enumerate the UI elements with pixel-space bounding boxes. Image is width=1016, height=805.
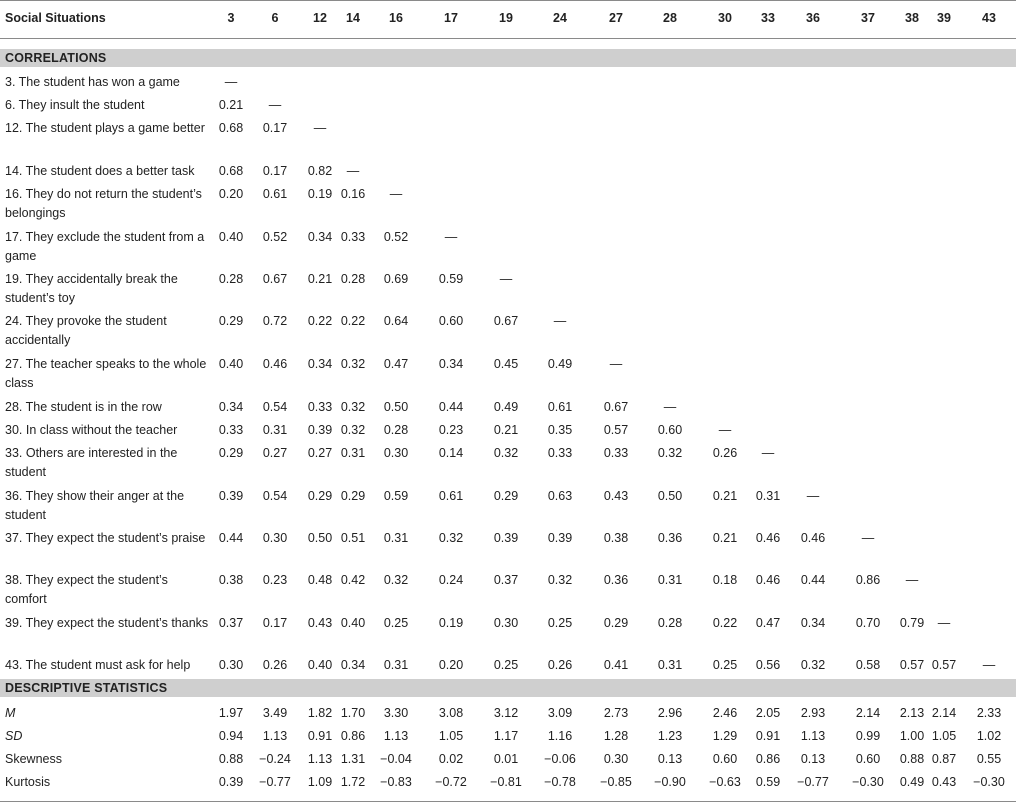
header-rule: [0, 38, 1016, 39]
correlation-cell: 0.29: [218, 446, 244, 460]
correlation-cell: 0.17: [262, 164, 288, 178]
row-label: 39. They expect the student’s thanks: [5, 616, 209, 630]
diagonal-dash: —: [861, 531, 875, 545]
statistic-cell: 2.14: [931, 706, 957, 720]
statistic-cell: 1.13: [800, 729, 826, 743]
correlation-cell: 0.17: [262, 121, 288, 135]
correlation-cell: 0.33: [603, 446, 629, 460]
correlation-cell: 0.34: [438, 357, 464, 371]
statistic-cell: 1.17: [493, 729, 519, 743]
correlation-cell: 0.21: [218, 98, 244, 112]
diagonal-dash: —: [224, 75, 238, 89]
correlation-cell: 0.59: [383, 489, 409, 503]
column-header: 39: [937, 11, 951, 25]
statistic-cell: 3.30: [383, 706, 409, 720]
correlation-cell: 0.31: [340, 446, 366, 460]
correlation-cell: 0.61: [262, 187, 288, 201]
correlation-cell: 0.25: [493, 658, 519, 672]
correlation-cell: 0.28: [383, 423, 409, 437]
statistic-cell: 0.02: [438, 752, 464, 766]
correlation-cell: 0.27: [262, 446, 288, 460]
column-header: 14: [346, 11, 360, 25]
correlation-cell: 0.19: [307, 187, 333, 201]
row-label: 17. They exclude the student from a game: [5, 230, 205, 263]
correlation-cell: 0.24: [438, 573, 464, 587]
correlation-cell: 0.35: [547, 423, 573, 437]
row-label: 3. The student has won a game: [5, 75, 180, 89]
correlation-cell: 0.67: [603, 400, 629, 414]
correlation-cell: 0.19: [438, 616, 464, 630]
correlation-cell: 0.23: [262, 573, 288, 587]
correlation-cell: 0.30: [493, 616, 519, 630]
statistic-cell: 0.91: [307, 729, 333, 743]
statistic-cell: 2.14: [855, 706, 881, 720]
column-header: 3: [227, 11, 235, 25]
correlation-cell: 0.20: [438, 658, 464, 672]
correlation-cell: 0.68: [218, 164, 244, 178]
correlation-cell: 0.28: [218, 272, 244, 286]
statistic-cell: 0.91: [755, 729, 781, 743]
correlation-cell: 0.21: [307, 272, 333, 286]
correlation-cell: 0.18: [712, 573, 738, 587]
correlation-cell: 0.37: [493, 573, 519, 587]
statistic-cell: −0.85: [600, 775, 632, 789]
correlation-cell: 0.31: [755, 489, 781, 503]
row-label: 14. The student does a better task: [5, 164, 195, 178]
column-header: 17: [444, 11, 458, 25]
row-label: 6. They insult the student: [5, 98, 145, 112]
correlation-cell: 0.31: [657, 573, 683, 587]
correlation-cell: 0.21: [712, 531, 738, 545]
column-header: 33: [761, 11, 775, 25]
correlation-cell: 0.32: [493, 446, 519, 460]
statistic-cell: 0.13: [800, 752, 826, 766]
statistic-cell: 0.60: [712, 752, 738, 766]
correlation-cell: 0.38: [603, 531, 629, 545]
correlation-cell: 0.33: [340, 230, 366, 244]
statistic-cell: 1.70: [340, 706, 366, 720]
correlation-cell: 0.39: [218, 489, 244, 503]
correlation-cell: 0.26: [262, 658, 288, 672]
statistic-cell: −0.77: [259, 775, 291, 789]
correlation-cell: 0.29: [493, 489, 519, 503]
statistic-cell: −0.77: [797, 775, 829, 789]
statistic-cell: 2.13: [899, 706, 925, 720]
correlation-cell: 0.39: [493, 531, 519, 545]
statistic-cell: 1.13: [383, 729, 409, 743]
row-label: 24. They provoke the student accidentally: [5, 314, 167, 347]
correlation-cell: 0.33: [218, 423, 244, 437]
statistic-cell: 1.02: [976, 729, 1002, 743]
correlation-cell: 0.25: [712, 658, 738, 672]
correlation-cell: 0.50: [383, 400, 409, 414]
statistic-cell: 1.23: [657, 729, 683, 743]
statistic-cell: −0.81: [490, 775, 522, 789]
correlation-cell: 0.34: [307, 230, 333, 244]
correlation-cell: 0.38: [218, 573, 244, 587]
column-header: 43: [982, 11, 996, 25]
statistic-cell: 2.73: [603, 706, 629, 720]
statistic-cell: −0.30: [852, 775, 884, 789]
column-header: 16: [389, 11, 403, 25]
column-header: 30: [718, 11, 732, 25]
correlation-cell: 0.50: [657, 489, 683, 503]
correlation-cell: 0.32: [800, 658, 826, 672]
row-label: Kurtosis: [5, 775, 51, 789]
correlation-cell: 0.44: [800, 573, 826, 587]
correlation-cell: 0.49: [493, 400, 519, 414]
correlation-cell: 0.29: [307, 489, 333, 503]
correlation-cell: 0.68: [218, 121, 244, 135]
diagonal-dash: —: [905, 573, 919, 587]
correlation-cell: 0.30: [218, 658, 244, 672]
column-header: 37: [861, 11, 875, 25]
correlation-cell: 0.48: [307, 573, 333, 587]
correlation-cell: 0.42: [340, 573, 366, 587]
diagonal-dash: —: [761, 446, 775, 460]
correlation-cell: 0.31: [657, 658, 683, 672]
correlation-cell: 0.29: [603, 616, 629, 630]
statistic-cell: 0.30: [603, 752, 629, 766]
correlation-cell: 0.40: [218, 357, 244, 371]
correlation-cell: 0.54: [262, 400, 288, 414]
correlation-cell: 0.47: [383, 357, 409, 371]
correlation-cell: 0.22: [340, 314, 366, 328]
header-corner-label: Social Situations: [5, 11, 106, 25]
correlation-cell: 0.28: [340, 272, 366, 286]
correlation-cell: 0.44: [438, 400, 464, 414]
correlation-cell: 0.67: [262, 272, 288, 286]
correlation-cell: 0.36: [657, 531, 683, 545]
correlation-cell: 0.69: [383, 272, 409, 286]
statistic-cell: 0.01: [493, 752, 519, 766]
correlation-cell: 0.46: [755, 573, 781, 587]
correlation-cell: 0.40: [218, 230, 244, 244]
correlation-cell: 0.44: [218, 531, 244, 545]
correlation-cell: 0.63: [547, 489, 573, 503]
statistic-cell: −0.72: [435, 775, 467, 789]
statistic-cell: −0.30: [973, 775, 1005, 789]
correlation-cell: 0.60: [657, 423, 683, 437]
correlation-cell: 0.59: [438, 272, 464, 286]
correlation-cell: 0.46: [755, 531, 781, 545]
correlation-cell: 0.33: [547, 446, 573, 460]
correlation-cell: 0.22: [712, 616, 738, 630]
statistic-cell: 3.12: [493, 706, 519, 720]
statistic-cell: −0.78: [544, 775, 576, 789]
statistic-cell: 0.86: [340, 729, 366, 743]
column-header: 38: [905, 11, 919, 25]
correlation-cell: 0.57: [603, 423, 629, 437]
correlation-cell: 0.46: [262, 357, 288, 371]
row-label: 37. They expect the student’s praise: [5, 531, 206, 545]
correlation-cell: 0.61: [438, 489, 464, 503]
correlation-cell: 0.37: [218, 616, 244, 630]
row-label: 16. They do not return the student’s belongings: [5, 187, 202, 220]
correlation-cell: 0.17: [262, 616, 288, 630]
correlation-cell: 0.45: [493, 357, 519, 371]
correlation-cell: 0.32: [340, 423, 366, 437]
correlation-cell: 0.39: [547, 531, 573, 545]
correlation-cell: 0.21: [712, 489, 738, 503]
statistic-cell: 0.60: [855, 752, 881, 766]
column-header: 19: [499, 11, 513, 25]
correlation-cell: 0.16: [340, 187, 366, 201]
correlation-cell: 0.79: [899, 616, 925, 630]
statistic-cell: 1.13: [307, 752, 333, 766]
statistic-cell: 1.13: [262, 729, 288, 743]
statistic-cell: 1.05: [931, 729, 957, 743]
correlation-cell: 0.29: [218, 314, 244, 328]
diagonal-dash: —: [718, 423, 732, 437]
correlation-cell: 0.32: [438, 531, 464, 545]
diagonal-dash: —: [268, 98, 282, 112]
correlation-cell: 0.32: [340, 357, 366, 371]
correlation-cell: 0.31: [383, 658, 409, 672]
correlation-cell: 0.61: [547, 400, 573, 414]
correlation-cell: 0.31: [262, 423, 288, 437]
correlation-cell: 0.36: [603, 573, 629, 587]
statistic-cell: 0.94: [218, 729, 244, 743]
correlation-cell: 0.21: [493, 423, 519, 437]
statistic-cell: 0.86: [755, 752, 781, 766]
statistic-cell: −0.83: [380, 775, 412, 789]
diagonal-dash: —: [609, 357, 623, 371]
statistic-cell: 0.88: [218, 752, 244, 766]
column-header: 6: [271, 11, 279, 25]
statistic-cell: 0.39: [218, 775, 244, 789]
correlation-cell: 0.33: [307, 400, 333, 414]
row-label: 28. The student is in the row: [5, 400, 162, 414]
diagonal-dash: —: [313, 121, 327, 135]
correlation-cell: 0.60: [438, 314, 464, 328]
statistic-cell: −0.04: [380, 752, 412, 766]
correlation-cell: 0.50: [307, 531, 333, 545]
correlation-cell: 0.72: [262, 314, 288, 328]
correlation-cell: 0.52: [262, 230, 288, 244]
statistic-cell: 1.00: [899, 729, 925, 743]
correlation-cell: 0.30: [262, 531, 288, 545]
row-label: M: [5, 706, 16, 720]
diagonal-dash: —: [444, 230, 458, 244]
section-correlations: [0, 49, 1016, 67]
correlation-cell: 0.52: [383, 230, 409, 244]
statistic-cell: 0.49: [899, 775, 925, 789]
correlation-cell: 0.82: [307, 164, 333, 178]
correlation-cell: 0.34: [800, 616, 826, 630]
correlation-cell: 0.32: [340, 400, 366, 414]
correlation-cell: 0.43: [603, 489, 629, 503]
correlation-cell: 0.57: [931, 658, 957, 672]
row-label: 12. The student plays a game better: [5, 121, 205, 135]
correlation-cell: 0.30: [383, 446, 409, 460]
correlation-cell: 0.70: [855, 616, 881, 630]
correlation-cell: 0.51: [340, 531, 366, 545]
bottom-rule: [0, 801, 1016, 802]
correlation-cell: 0.40: [307, 658, 333, 672]
row-label: 27. The teacher speaks to the whole class: [5, 357, 207, 390]
statistic-cell: 0.99: [855, 729, 881, 743]
correlation-cell: 0.28: [657, 616, 683, 630]
row-label: 38. They expect the student’s comfort: [5, 573, 168, 606]
statistic-cell: 3.09: [547, 706, 573, 720]
statistic-cell: 0.59: [755, 775, 781, 789]
statistic-cell: −0.24: [259, 752, 291, 766]
column-header: 24: [553, 11, 567, 25]
correlation-cell: 0.49: [547, 357, 573, 371]
statistic-cell: 0.88: [899, 752, 925, 766]
row-label: Skewness: [5, 752, 62, 766]
correlation-cell: 0.26: [547, 658, 573, 672]
statistic-cell: 2.46: [712, 706, 738, 720]
statistic-cell: 1.29: [712, 729, 738, 743]
correlation-cell: 0.23: [438, 423, 464, 437]
statistic-cell: −0.90: [654, 775, 686, 789]
column-header: 12: [313, 11, 327, 25]
column-header: 28: [663, 11, 677, 25]
correlation-cell: 0.64: [383, 314, 409, 328]
statistic-cell: 3.08: [438, 706, 464, 720]
correlation-cell: 0.32: [547, 573, 573, 587]
correlation-cell: 0.86: [855, 573, 881, 587]
correlation-cell: 0.34: [340, 658, 366, 672]
column-header: 27: [609, 11, 623, 25]
statistic-cell: 1.72: [340, 775, 366, 789]
diagonal-dash: —: [389, 187, 403, 201]
correlation-cell: 0.34: [218, 400, 244, 414]
statistic-cell: 2.05: [755, 706, 781, 720]
correlation-cell: 0.20: [218, 187, 244, 201]
diagonal-dash: —: [982, 658, 996, 672]
correlation-cell: 0.54: [262, 489, 288, 503]
diagonal-dash: —: [346, 164, 360, 178]
statistic-cell: 0.13: [657, 752, 683, 766]
correlation-cell: 0.25: [383, 616, 409, 630]
correlation-cell: 0.14: [438, 446, 464, 460]
correlation-cell: 0.67: [493, 314, 519, 328]
section-descriptive-label: DESCRIPTIVE STATISTICS: [5, 681, 168, 695]
statistic-cell: 1.31: [340, 752, 366, 766]
correlation-cell: 0.22: [307, 314, 333, 328]
statistic-cell: −0.06: [544, 752, 576, 766]
correlation-cell: 0.57: [899, 658, 925, 672]
correlation-cell: 0.29: [340, 489, 366, 503]
row-label: 30. In class without the teacher: [5, 423, 178, 437]
statistic-cell: 2.96: [657, 706, 683, 720]
statistic-cell: 0.87: [931, 752, 957, 766]
statistic-cell: 1.97: [218, 706, 244, 720]
statistic-cell: −0.63: [709, 775, 741, 789]
row-label: 19. They accidentally break the student’s toy: [5, 272, 178, 305]
top-rule: [0, 0, 1016, 1]
statistic-cell: 1.28: [603, 729, 629, 743]
correlation-cell: 0.32: [657, 446, 683, 460]
statistic-cell: 2.33: [976, 706, 1002, 720]
correlation-cell: 0.34: [307, 357, 333, 371]
diagonal-dash: —: [937, 616, 951, 630]
statistic-cell: 0.55: [976, 752, 1002, 766]
diagonal-dash: —: [663, 400, 677, 414]
correlation-cell: 0.43: [307, 616, 333, 630]
correlation-cell: 0.27: [307, 446, 333, 460]
correlation-cell: 0.25: [547, 616, 573, 630]
correlation-cell: 0.39: [307, 423, 333, 437]
diagonal-dash: —: [806, 489, 820, 503]
statistic-cell: 0.43: [931, 775, 957, 789]
statistic-cell: 1.16: [547, 729, 573, 743]
correlation-cell: 0.41: [603, 658, 629, 672]
correlation-cell: 0.31: [383, 531, 409, 545]
section-correlations-label: CORRELATIONS: [5, 51, 107, 65]
diagonal-dash: —: [553, 314, 567, 328]
correlation-cell: 0.26: [712, 446, 738, 460]
correlation-cell: 0.40: [340, 616, 366, 630]
row-label: 33. Others are interested in the student: [5, 446, 178, 479]
correlation-cell: 0.47: [755, 616, 781, 630]
statistic-cell: 1.82: [307, 706, 333, 720]
correlation-cell: 0.32: [383, 573, 409, 587]
statistic-cell: 3.49: [262, 706, 288, 720]
statistic-cell: 1.05: [438, 729, 464, 743]
row-label: 36. They show their anger at the student: [5, 489, 185, 522]
correlation-cell: 0.58: [855, 658, 881, 672]
correlation-cell: 0.56: [755, 658, 781, 672]
row-label: 43. The student must ask for help: [5, 658, 191, 672]
statistic-cell: 1.09: [307, 775, 333, 789]
statistic-cell: 2.93: [800, 706, 826, 720]
column-header: 36: [806, 11, 820, 25]
diagonal-dash: —: [499, 272, 513, 286]
row-label: SD: [5, 729, 23, 743]
correlation-cell: 0.46: [800, 531, 826, 545]
